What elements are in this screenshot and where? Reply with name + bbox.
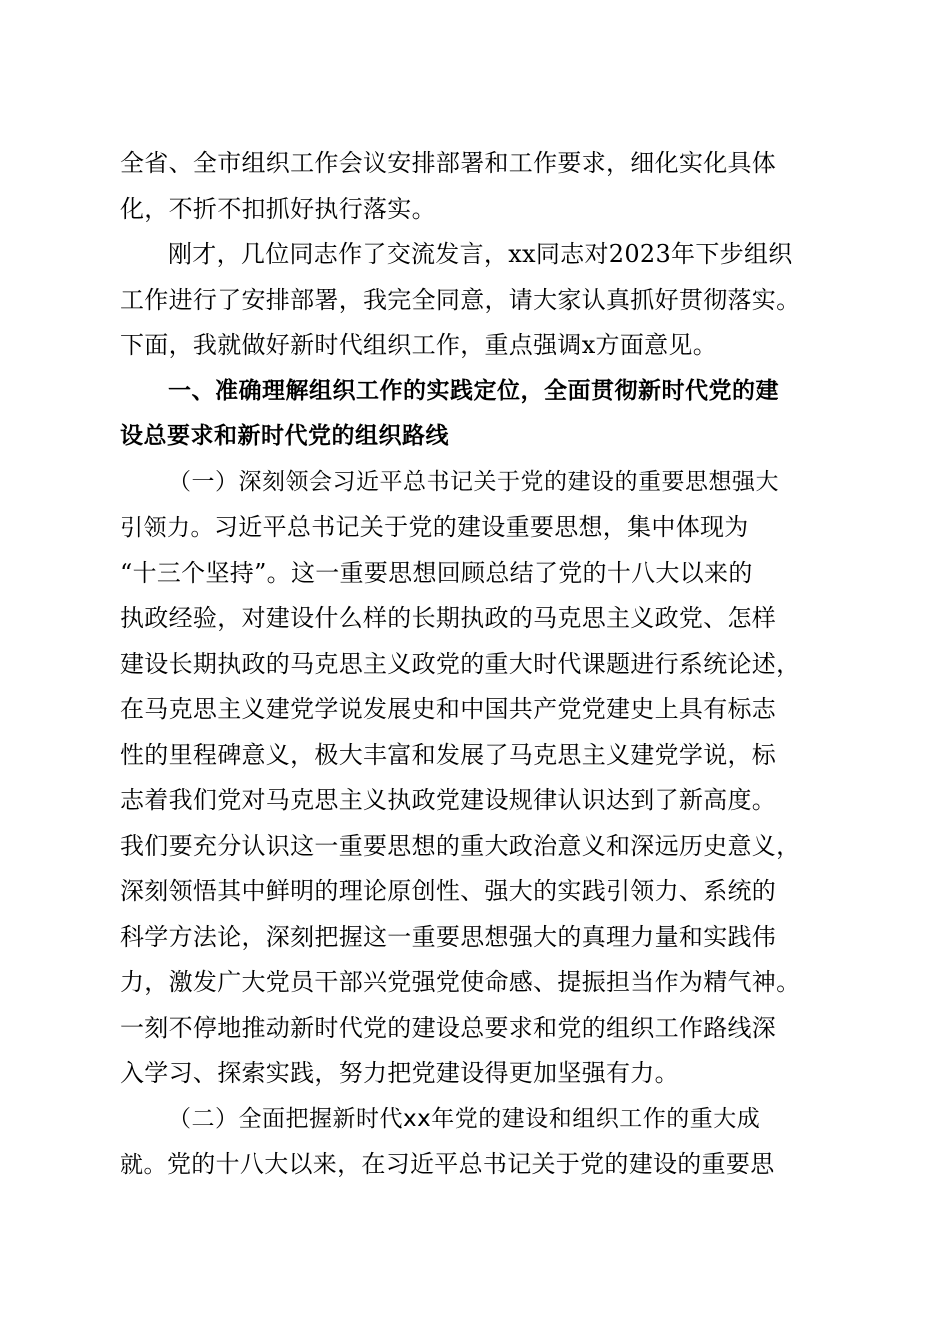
text-line — [120, 1142, 830, 1188]
document-body — [120, 141, 830, 1188]
subsection-heading: 就。 — [120, 1152, 167, 1178]
text-line: 全省、全市组织工作会议安排部署和工作要求，细化实化具体 — [120, 149, 777, 177]
text-line: 建设长期执政的马克思主义政党的重大时代课题进行系统论述， — [120, 649, 801, 678]
text-line: 性的里程碑意义，极大丰富和发展了马克思主义建党学说，标 — [120, 740, 777, 769]
text-run: 党的十八大以来，在习近平总书记关于党的建设的重要思 — [167, 1150, 775, 1178]
text-line: 我们要充分认识这一重要思想的重大政治意义和深远历史意义， — [120, 831, 801, 860]
text-line: “十三个坚持”。这一重要思想回顾总结了党的十八大以来的 — [120, 558, 753, 587]
section-heading: 一、准确理解组织工作的实践定位，全面贯彻新时代党的建 — [168, 377, 779, 404]
text-line: 下面，我就做好新时代组织工作，重点强调x方面意见。 — [120, 331, 718, 359]
text-line: 深刻领悟其中鲜明的理论原创性、强大的实践引领力、系统的 — [120, 877, 777, 905]
text-line: 执政经验，对建设什么样的长期执政的马克思主义政党、怎样 — [120, 604, 777, 632]
text-run: 习近平总书记关于党的建设重要思想，集中体现为 — [214, 513, 749, 541]
text-line: 化，不折不扣抓好执行落实。 — [120, 194, 436, 223]
text-line: 工作进行了安排部署，我完全同意，请大家认真抓好贯彻落实。 — [120, 285, 801, 314]
section-heading: 设总要求和新时代党的组织路线 — [120, 423, 449, 449]
subsection-heading: （一）深刻领会习近平总书记关于党的建设的重要思想强大 — [168, 468, 779, 495]
text-line: 科学方法论，深刻把握这一重要思想强大的真理力量和实践伟 — [120, 922, 777, 951]
text-line: 一刻不停地推动新时代党的建设总要求和党的组织工作路线深 — [120, 1013, 777, 1042]
text-line: 入学习、探索实践，努力把党建设得更加坚强有力。 — [120, 1059, 679, 1087]
text-line — [120, 505, 830, 551]
text-line: 力，激发广大党员干部兴党强党使命感、提振担当作为精气神。 — [120, 968, 801, 996]
text-line: 志着我们党对马克思主义执政党建设规律认识达到了新高度。 — [120, 786, 777, 814]
text-line: 刚才，几位同志作了交流发言，xx同志对2023年下步组织 — [168, 240, 793, 268]
subsection-heading: 引领力。 — [120, 515, 214, 541]
subsection-heading: （二）全面把握新时代xx年党的建设和组织工作的重大成 — [168, 1105, 761, 1132]
text-line: 在马克思主义建党学说发展史和中国共产党党建史上具有标志 — [120, 695, 777, 723]
